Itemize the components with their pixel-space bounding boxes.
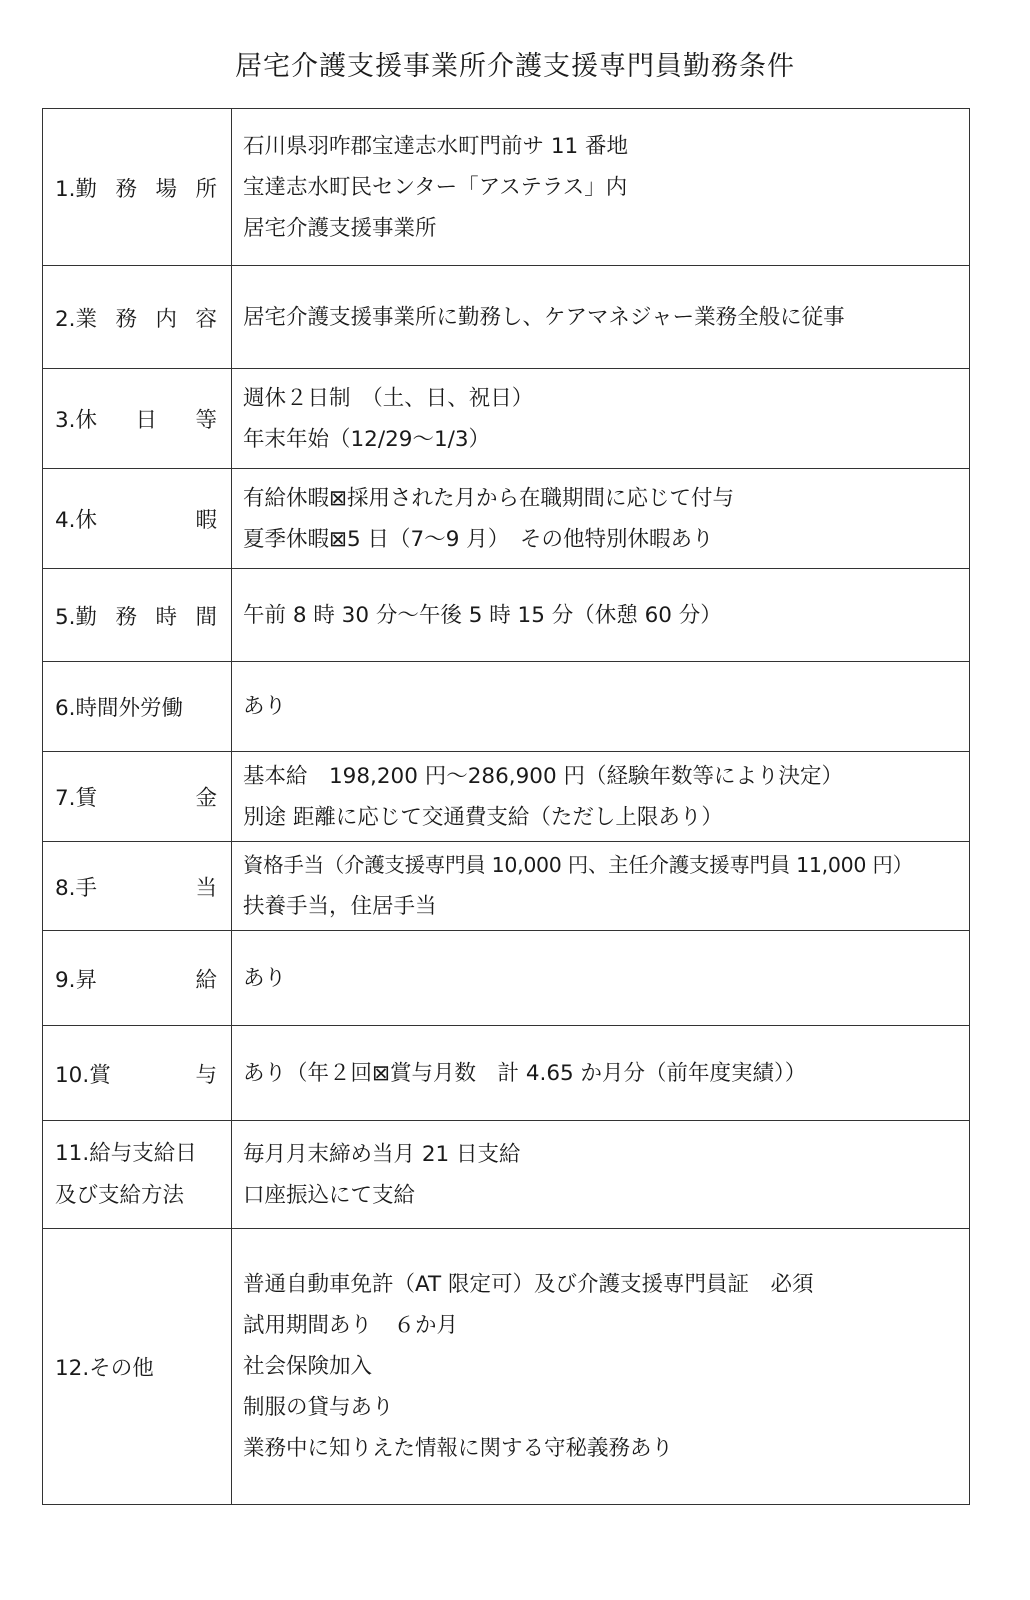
table-row bbox=[43, 109, 970, 266]
row-label-cell bbox=[43, 469, 232, 569]
value-line: 石川県羽咋郡宝達志水町門前サ 11 番地 bbox=[243, 133, 629, 159]
row-label-raise: 9.昇 給 bbox=[55, 967, 217, 993]
employment-terms-table bbox=[42, 108, 970, 1505]
table-row bbox=[43, 569, 970, 662]
row-label-cell bbox=[43, 1026, 232, 1121]
row-label-cell bbox=[43, 266, 232, 369]
table-row bbox=[43, 1121, 970, 1229]
row-label-cell bbox=[43, 109, 232, 266]
row-value-cell bbox=[232, 842, 970, 931]
row-value-cell bbox=[232, 662, 970, 752]
table-row bbox=[43, 1229, 970, 1505]
row-label-allowances: 8.手 当 bbox=[55, 875, 217, 901]
value-line: 資格手当（介護支援専門員 10,000 円、主任介護支援専門員 11,000 円） bbox=[243, 853, 913, 877]
row-label-cell bbox=[43, 752, 232, 842]
value-line: 普通自動車免許（AT 限定可）及び介護支援専門員証 必須 bbox=[243, 1272, 814, 1297]
table-row bbox=[43, 1026, 970, 1121]
row-value-cell bbox=[232, 1121, 970, 1229]
row-label-cell bbox=[43, 1229, 232, 1505]
row-label-payday: 11.給与支給日 及び支給方法 bbox=[55, 1140, 197, 1208]
row-label-bonus: 10.賞 与 bbox=[55, 1062, 217, 1088]
value-line: 週休２日制 （土、日、祝日） bbox=[243, 385, 534, 411]
value-line: 口座振込にて支給 bbox=[243, 1182, 416, 1208]
value-line: 扶養手当，住居手当 bbox=[243, 894, 437, 919]
table-row bbox=[43, 369, 970, 469]
value-line: 居宅介護支援事業所に勤務し、ケアマネジャー業務全般に従事 bbox=[243, 304, 845, 330]
row-value-cell bbox=[232, 369, 970, 469]
table-row bbox=[43, 662, 970, 752]
value-line: 有給休暇⊠採用された月から在職期間に応じて付与 bbox=[243, 485, 735, 511]
table-row bbox=[43, 931, 970, 1026]
row-label-working-hours: 5.勤 務 時 間 bbox=[55, 604, 217, 630]
row-label-cell bbox=[43, 369, 232, 469]
table-row bbox=[43, 266, 970, 369]
value-line: あり（年２回⊠賞与月数 計 4.65 か月分（前年度実績）） bbox=[243, 1060, 807, 1086]
row-label-cell bbox=[43, 931, 232, 1026]
value-line: 毎月月末締め当月 21 日支給 bbox=[243, 1141, 521, 1167]
value-line: 制服の貸与あり bbox=[243, 1395, 394, 1420]
value-line: 試用期間あり ６か月 bbox=[243, 1313, 459, 1338]
row-label-leave: 4.休 暇 bbox=[55, 508, 217, 533]
row-value-cell bbox=[232, 1026, 970, 1121]
row-value-cell bbox=[232, 1229, 970, 1505]
table-row bbox=[43, 842, 970, 931]
value-line: 居宅介護支援事業所 bbox=[243, 215, 437, 241]
row-label-duties: 2.業 務 内 容 bbox=[55, 306, 217, 332]
row-label-cell bbox=[43, 662, 232, 752]
value-line: 社会保険加入 bbox=[243, 1354, 373, 1379]
row-value-cell bbox=[232, 569, 970, 662]
value-line: 夏季休暇⊠5 日（7～9 月） その他特別休暇あり bbox=[243, 526, 714, 552]
row-value-cell bbox=[232, 469, 970, 569]
value-line: 業務中に知りえた情報に関する守秘義務あり bbox=[243, 1436, 674, 1461]
row-label-overtime: 6.時間外労働 bbox=[55, 696, 184, 721]
value-line: 別途 距離に応じて交通費支給（ただし上限あり） bbox=[243, 804, 723, 830]
row-label-wages: 7.賃 金 bbox=[55, 786, 217, 811]
row-label-cell bbox=[43, 1121, 232, 1229]
row-label-holidays: 3.休 日 等 bbox=[55, 408, 217, 433]
row-value-cell bbox=[232, 931, 970, 1026]
document-title: 居宅介護支援事業所介護支援専門員勤務条件 bbox=[235, 51, 795, 82]
value-line: 年末年始（12/29～1/3） bbox=[243, 426, 491, 452]
table-row bbox=[43, 469, 970, 569]
value-line: 宝達志水町民センター「アステラス」内 bbox=[243, 174, 628, 200]
row-value-cell bbox=[232, 752, 970, 842]
row-value-cell bbox=[232, 266, 970, 369]
value-line: 午前 8 時 30 分～午後 5 時 15 分（休憩 60 分） bbox=[243, 602, 722, 628]
value-line: 基本給 198,200 円～286,900 円（経験年数等により決定） bbox=[243, 763, 843, 789]
row-label-cell bbox=[43, 569, 232, 662]
row-label-other: 12.その他 bbox=[55, 1356, 154, 1381]
value-line: あり bbox=[243, 965, 287, 991]
row-label-workplace: 1.勤 務 場 所 bbox=[55, 176, 217, 202]
row-label-cell bbox=[43, 842, 232, 931]
row-value-cell bbox=[232, 109, 970, 266]
table-row bbox=[43, 752, 970, 842]
value-line: あり bbox=[243, 694, 287, 719]
